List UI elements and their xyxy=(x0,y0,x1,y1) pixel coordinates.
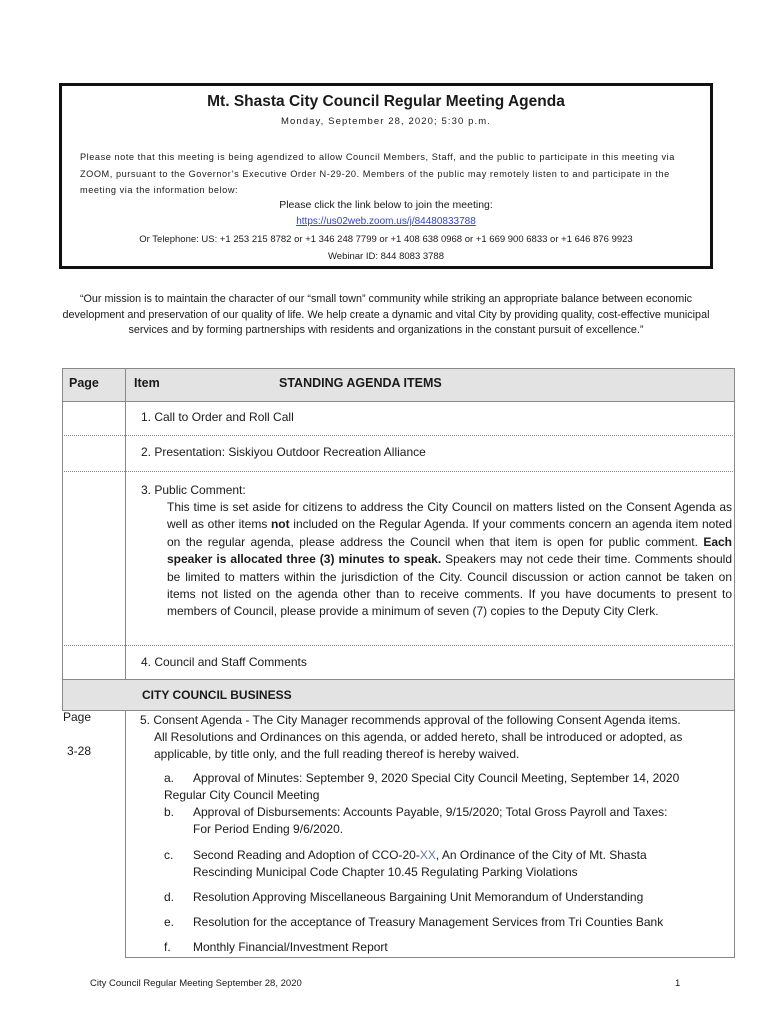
item-text: For Period Ending 9/6/2020. xyxy=(193,822,344,836)
join-instruction: Please click the link below to join the meeting: xyxy=(279,199,493,211)
footer-meeting-name: City Council Regular Meeting September 28, 2020 xyxy=(90,978,302,989)
council-business-title: CITY COUNCIL BUSINESS xyxy=(142,688,292,702)
item-text: Regular City Council Meeting xyxy=(164,788,320,802)
public-comment-part1: This time is set aside for citizens to address the City Council on matters listed on the Consent Agenda as well as other items xyxy=(167,500,732,532)
item-text: Resolution Approving Miscellaneous Bargaining Unit Memorandum of Understanding xyxy=(193,890,644,904)
agenda-item-4: 4. Council and Staff Comments xyxy=(141,655,307,669)
consent-page-range: 3-28 xyxy=(67,744,92,758)
item-text: Approval of Minutes: September 9, 2020 Special City Council Meeting, September 14, 2020 xyxy=(193,771,680,785)
row-divider xyxy=(62,645,735,646)
item-letter: e. xyxy=(164,915,175,929)
consent-page-label: Page xyxy=(63,710,92,724)
agenda-table xyxy=(62,368,735,958)
agenda-title: Mt. Shasta City Council Regular Meeting Agenda xyxy=(207,93,565,110)
item-letter: d. xyxy=(164,890,175,904)
item-text: Resolution for the acceptance of Treasury Management Services from Tri Counties Bank xyxy=(193,915,664,929)
table-bottom-border xyxy=(125,957,735,958)
row-divider xyxy=(62,471,735,472)
column-divider xyxy=(125,368,126,958)
public-comment-text xyxy=(167,499,732,621)
public-comment-not: not xyxy=(270,517,290,532)
public-comment-part2: included on the Regular Agenda. If your comments concern an agenda item noted on the regular agenda, please address the Council when that item is open for public comment. xyxy=(167,517,733,549)
item-text: Rescinding Municipal Code Chapter 10.45 Regulating Parking Violations xyxy=(193,865,578,879)
zoom-link[interactable]: https://us02web.zoom.us/j/84480833788 xyxy=(296,216,476,227)
table-header-row xyxy=(62,368,735,402)
table-left-border xyxy=(62,400,63,679)
column-item-header: Item xyxy=(134,376,160,390)
item-letter: c. xyxy=(164,848,174,862)
consent-agenda-line3: applicable, by title only, and the full reading thereof is hereby waived. xyxy=(154,747,520,761)
item-letter: a. xyxy=(164,771,175,785)
item-text-post: , An Ordinance of the City of Mt. Shasta xyxy=(435,848,647,862)
consent-agenda-line1: 5. Consent Agenda - The City Manager recommends approval of the following Consent Agenda items. xyxy=(140,713,681,727)
row-divider xyxy=(62,435,735,436)
meeting-header-box xyxy=(59,83,713,269)
consent-agenda-line2: All Resolutions and Ordinances on this agenda, or added hereto, shall be introduced or adopted, as xyxy=(154,730,683,744)
item-text-pre: Second Reading and Adoption of CCO-20- xyxy=(193,848,420,862)
telephone-numbers: Or Telephone: US: +1 253 215 8782 or +1 346 248 7799 or +1 408 638 0968 or +1 669 900 6833 or +1 646 876 9923 xyxy=(139,234,633,245)
item-text: Monthly Financial/Investment Report xyxy=(193,940,388,954)
item-letter: f. xyxy=(164,940,171,954)
public-comment-time-limit: Each speaker is allocated three (3) minutes to speak. xyxy=(167,534,732,567)
column-page-header: Page xyxy=(69,376,99,390)
placeholder-number: XX xyxy=(419,848,436,862)
webinar-id: Webinar ID: 844 8083 3788 xyxy=(327,251,445,262)
public-comment-part3: Speakers may not cede their time. Comments should be limited to matters within the jurisdiction of the City. Council discussion or action cannot be taken on items not listed on the agenda other than to receive comments. If you have documents to present to members of Council, please provide a minimum of seven (7) copies to the Deputy City Clerk. xyxy=(167,552,733,619)
item-letter: b. xyxy=(164,805,175,819)
standing-agenda-title: STANDING AGENDA ITEMS xyxy=(279,376,442,390)
item-text: Approval of Disbursements: Accounts Payable, 9/15/2020; Total Gross Payroll and Taxes: xyxy=(193,805,668,819)
meeting-date: Monday, September 28, 2020; 5:30 p.m. xyxy=(280,116,492,127)
item-text xyxy=(193,847,733,865)
zoom-notice: Please note that this meeting is being agendized to allow Council Members, Staff, and the public to participate in this meeting via ZOOM, pursuant to the Governor’s Executive Order N-29-20. Members of the public may remotely listen to and participate in the meeting via the information below: xyxy=(80,152,675,195)
footer-page-number: 1 xyxy=(675,978,681,989)
mission-statement: “Our mission is to maintain the character of our “small town” community while striking an appropriate balance between economic development and preservation of our quality of life. We help create a dynamic and vital City by providing quality, cost-effective municipal services and by forming partnerships with residents and organizations in the constant pursuit of excellence.” xyxy=(62,293,710,336)
agenda-item-2: 2. Presentation: Siskiyou Outdoor Recreation Alliance xyxy=(141,445,426,459)
agenda-item-3-title: 3. Public Comment: xyxy=(141,483,246,497)
council-business-header xyxy=(62,679,735,711)
agenda-item-1: 1. Call to Order and Roll Call xyxy=(141,410,294,424)
